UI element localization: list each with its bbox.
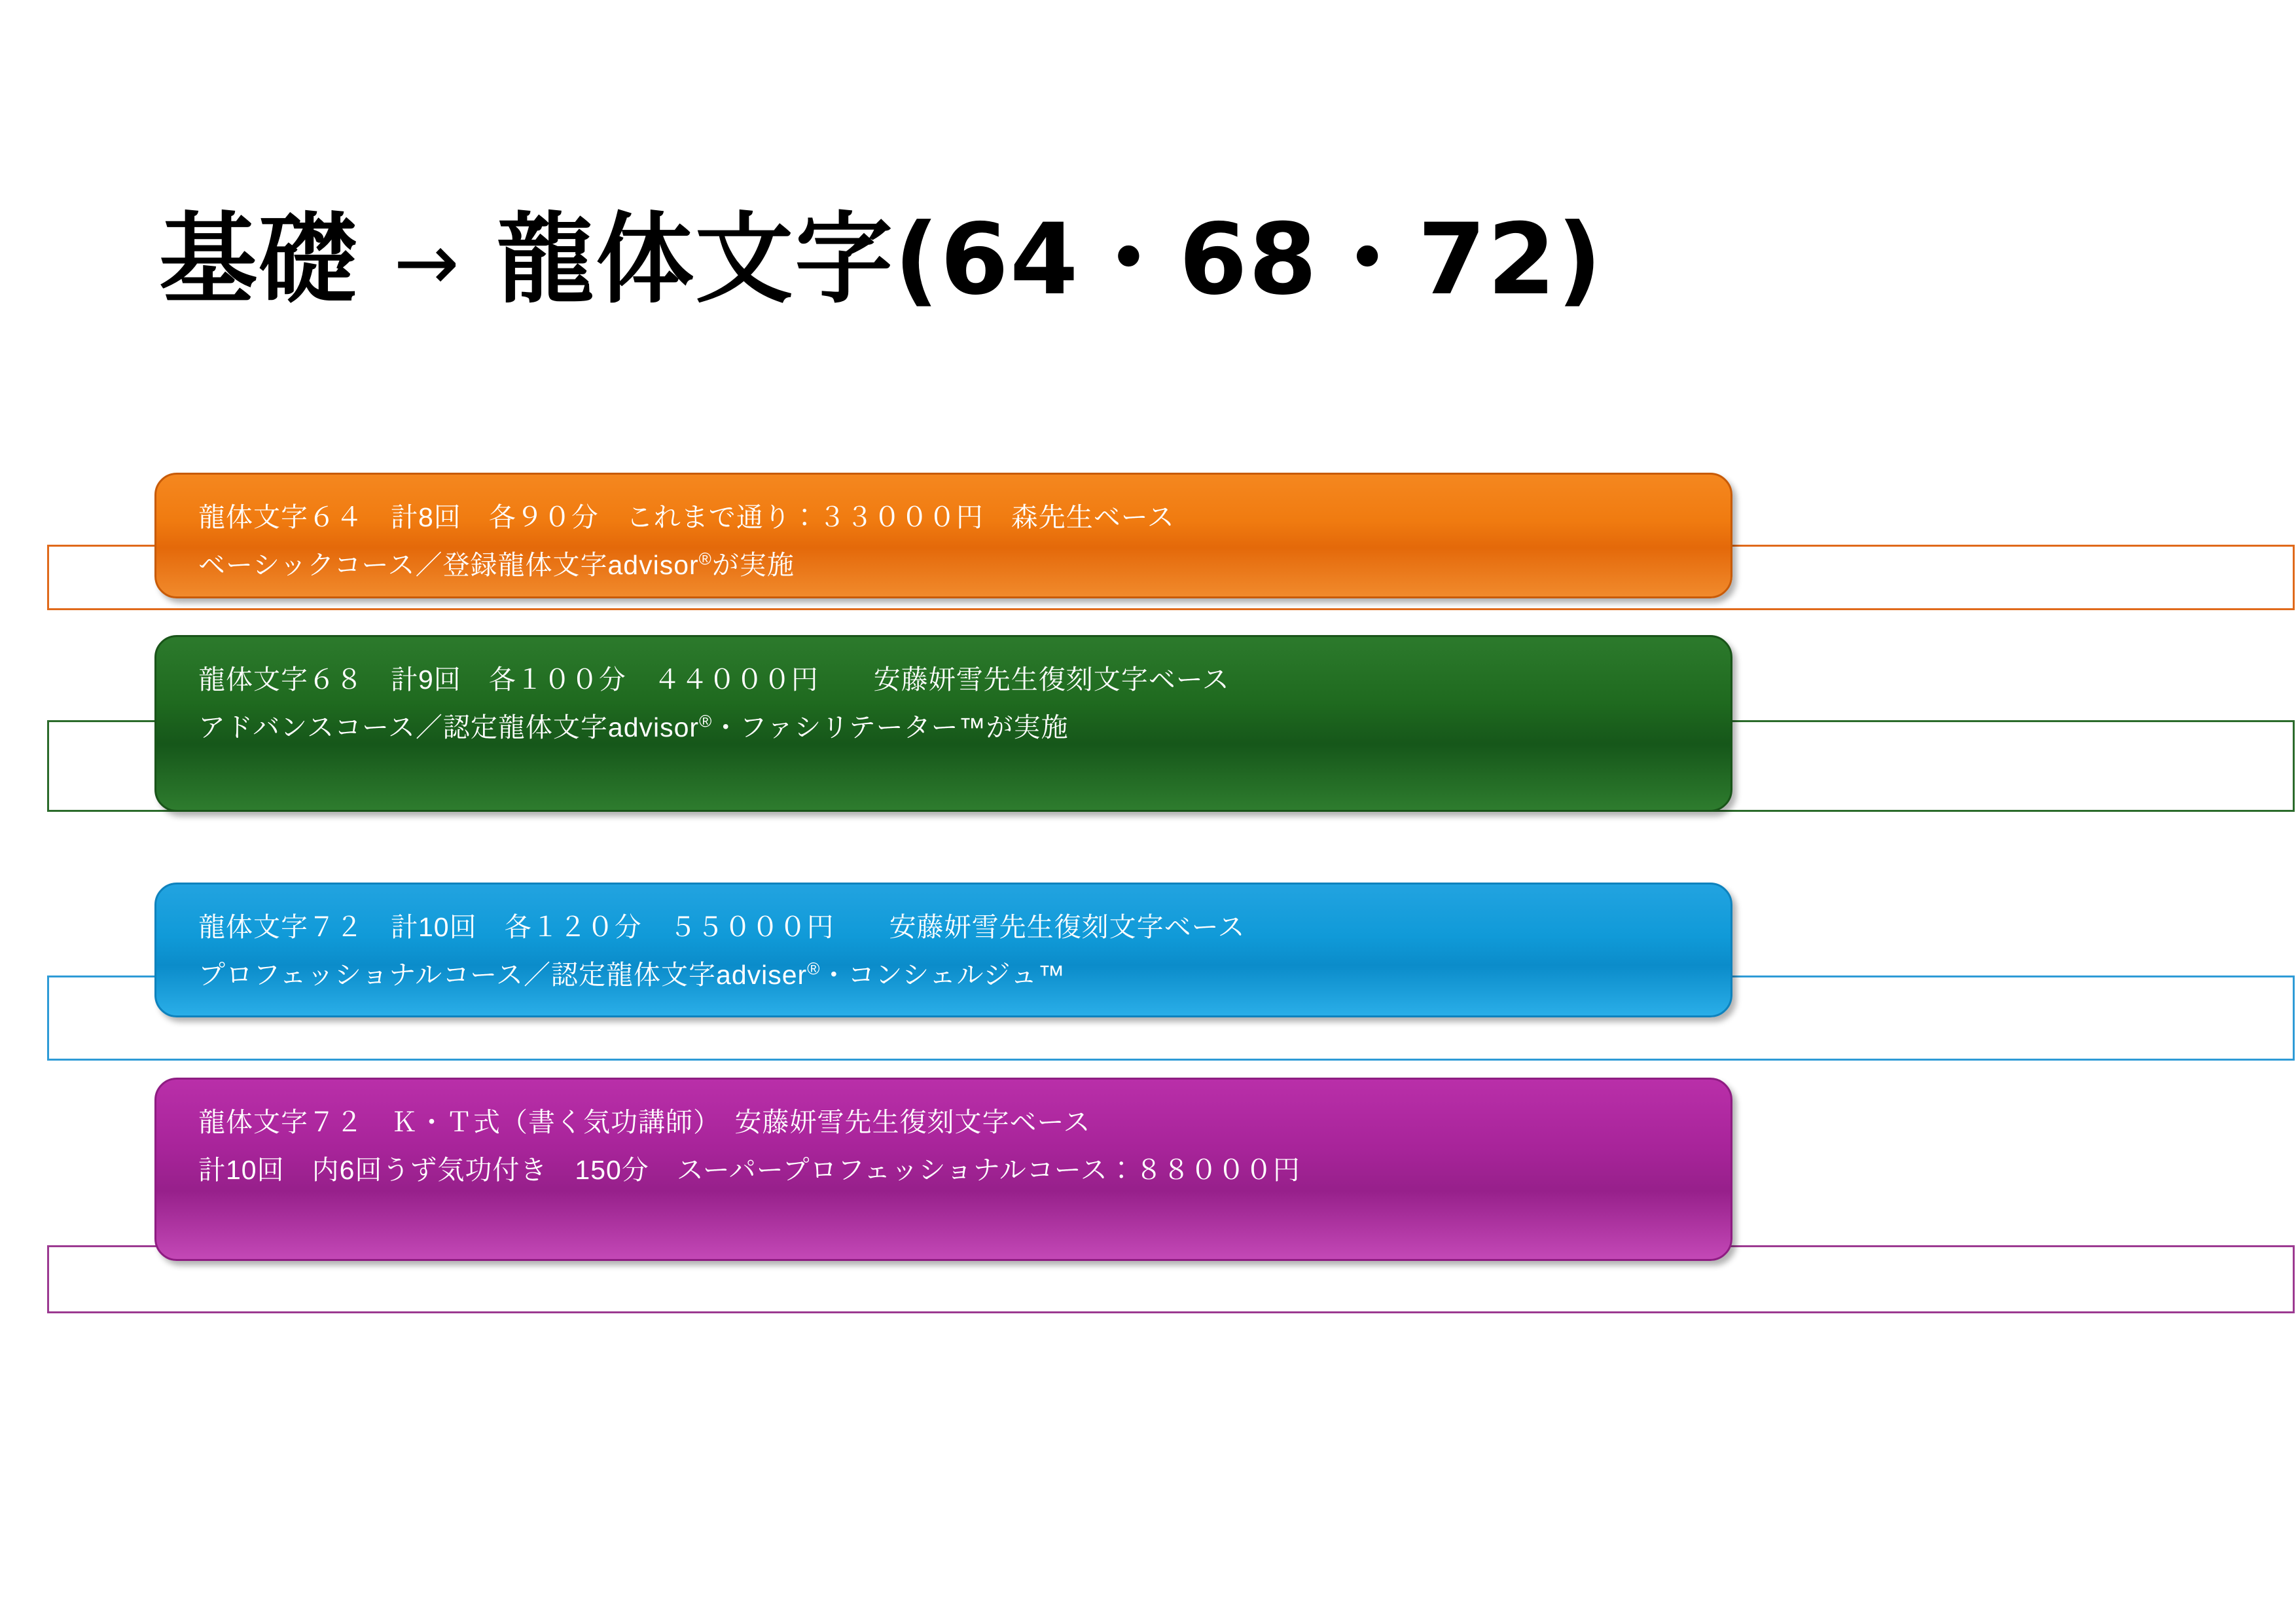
page-title — [159, 203, 1603, 317]
course-line-4b-pre: 計10回 内6回うず気功付き 150分 スーパープロフェッショナルコース：８８０００円 — [198, 1155, 1300, 1186]
title-base: 基礎 — [159, 202, 359, 317]
course-line-2b-pre: アドバンスコース／認定龍体文字advisor — [198, 712, 700, 743]
course-capsule-4[interactable] — [154, 1078, 1732, 1261]
registered-mark-icon: ® — [807, 958, 821, 979]
course-line-2b — [198, 708, 1699, 747]
course-line-3b — [198, 956, 1699, 994]
course-line-2a: 龍体文字６８ 計9回 各１００分 ４４０００円 安藤妍雪先生復刻文字ベース — [198, 665, 1230, 695]
course-line-1b-post: が実施 — [711, 550, 795, 581]
arrow-icon: → — [393, 217, 461, 308]
course-capsule-2[interactable] — [154, 635, 1732, 812]
course-capsule-3[interactable] — [154, 883, 1732, 1017]
course-line-3b-post: ・コンシェルジュ™ — [820, 960, 1066, 991]
title-rest: 龍体文字 — [496, 202, 895, 317]
course-capsule-1[interactable] — [154, 473, 1732, 598]
registered-mark-icon: ® — [699, 711, 713, 731]
course-line-3a: 龍体文字７２ 計10回 各１２０分 ５５０００円 安藤妍雪先生復刻文字ベース — [198, 912, 1246, 942]
course-line-1b-pre: ベーシックコース／登録龍体文字advisor — [198, 550, 699, 581]
course-line-1b — [198, 546, 1699, 585]
course-line-4b — [198, 1151, 1699, 1190]
course-line-2b-post: ・ファシリテーター™が実施 — [712, 712, 1069, 743]
title-paren: (64・68・72) — [894, 203, 1604, 317]
course-line-1a: 龍体文字６４ 計8回 各９０分 これまで通り：３３０００円 森先生ベース — [198, 502, 1175, 532]
registered-mark-icon: ® — [698, 549, 712, 569]
course-line-4a: 龍体文字７２ Ｋ・Ｔ式（書く気功講師） 安藤妍雪先生復刻文字ベース — [198, 1107, 1091, 1137]
course-line-3b-pre: プロフェッショナルコース／認定龍体文字adviser — [198, 960, 808, 991]
